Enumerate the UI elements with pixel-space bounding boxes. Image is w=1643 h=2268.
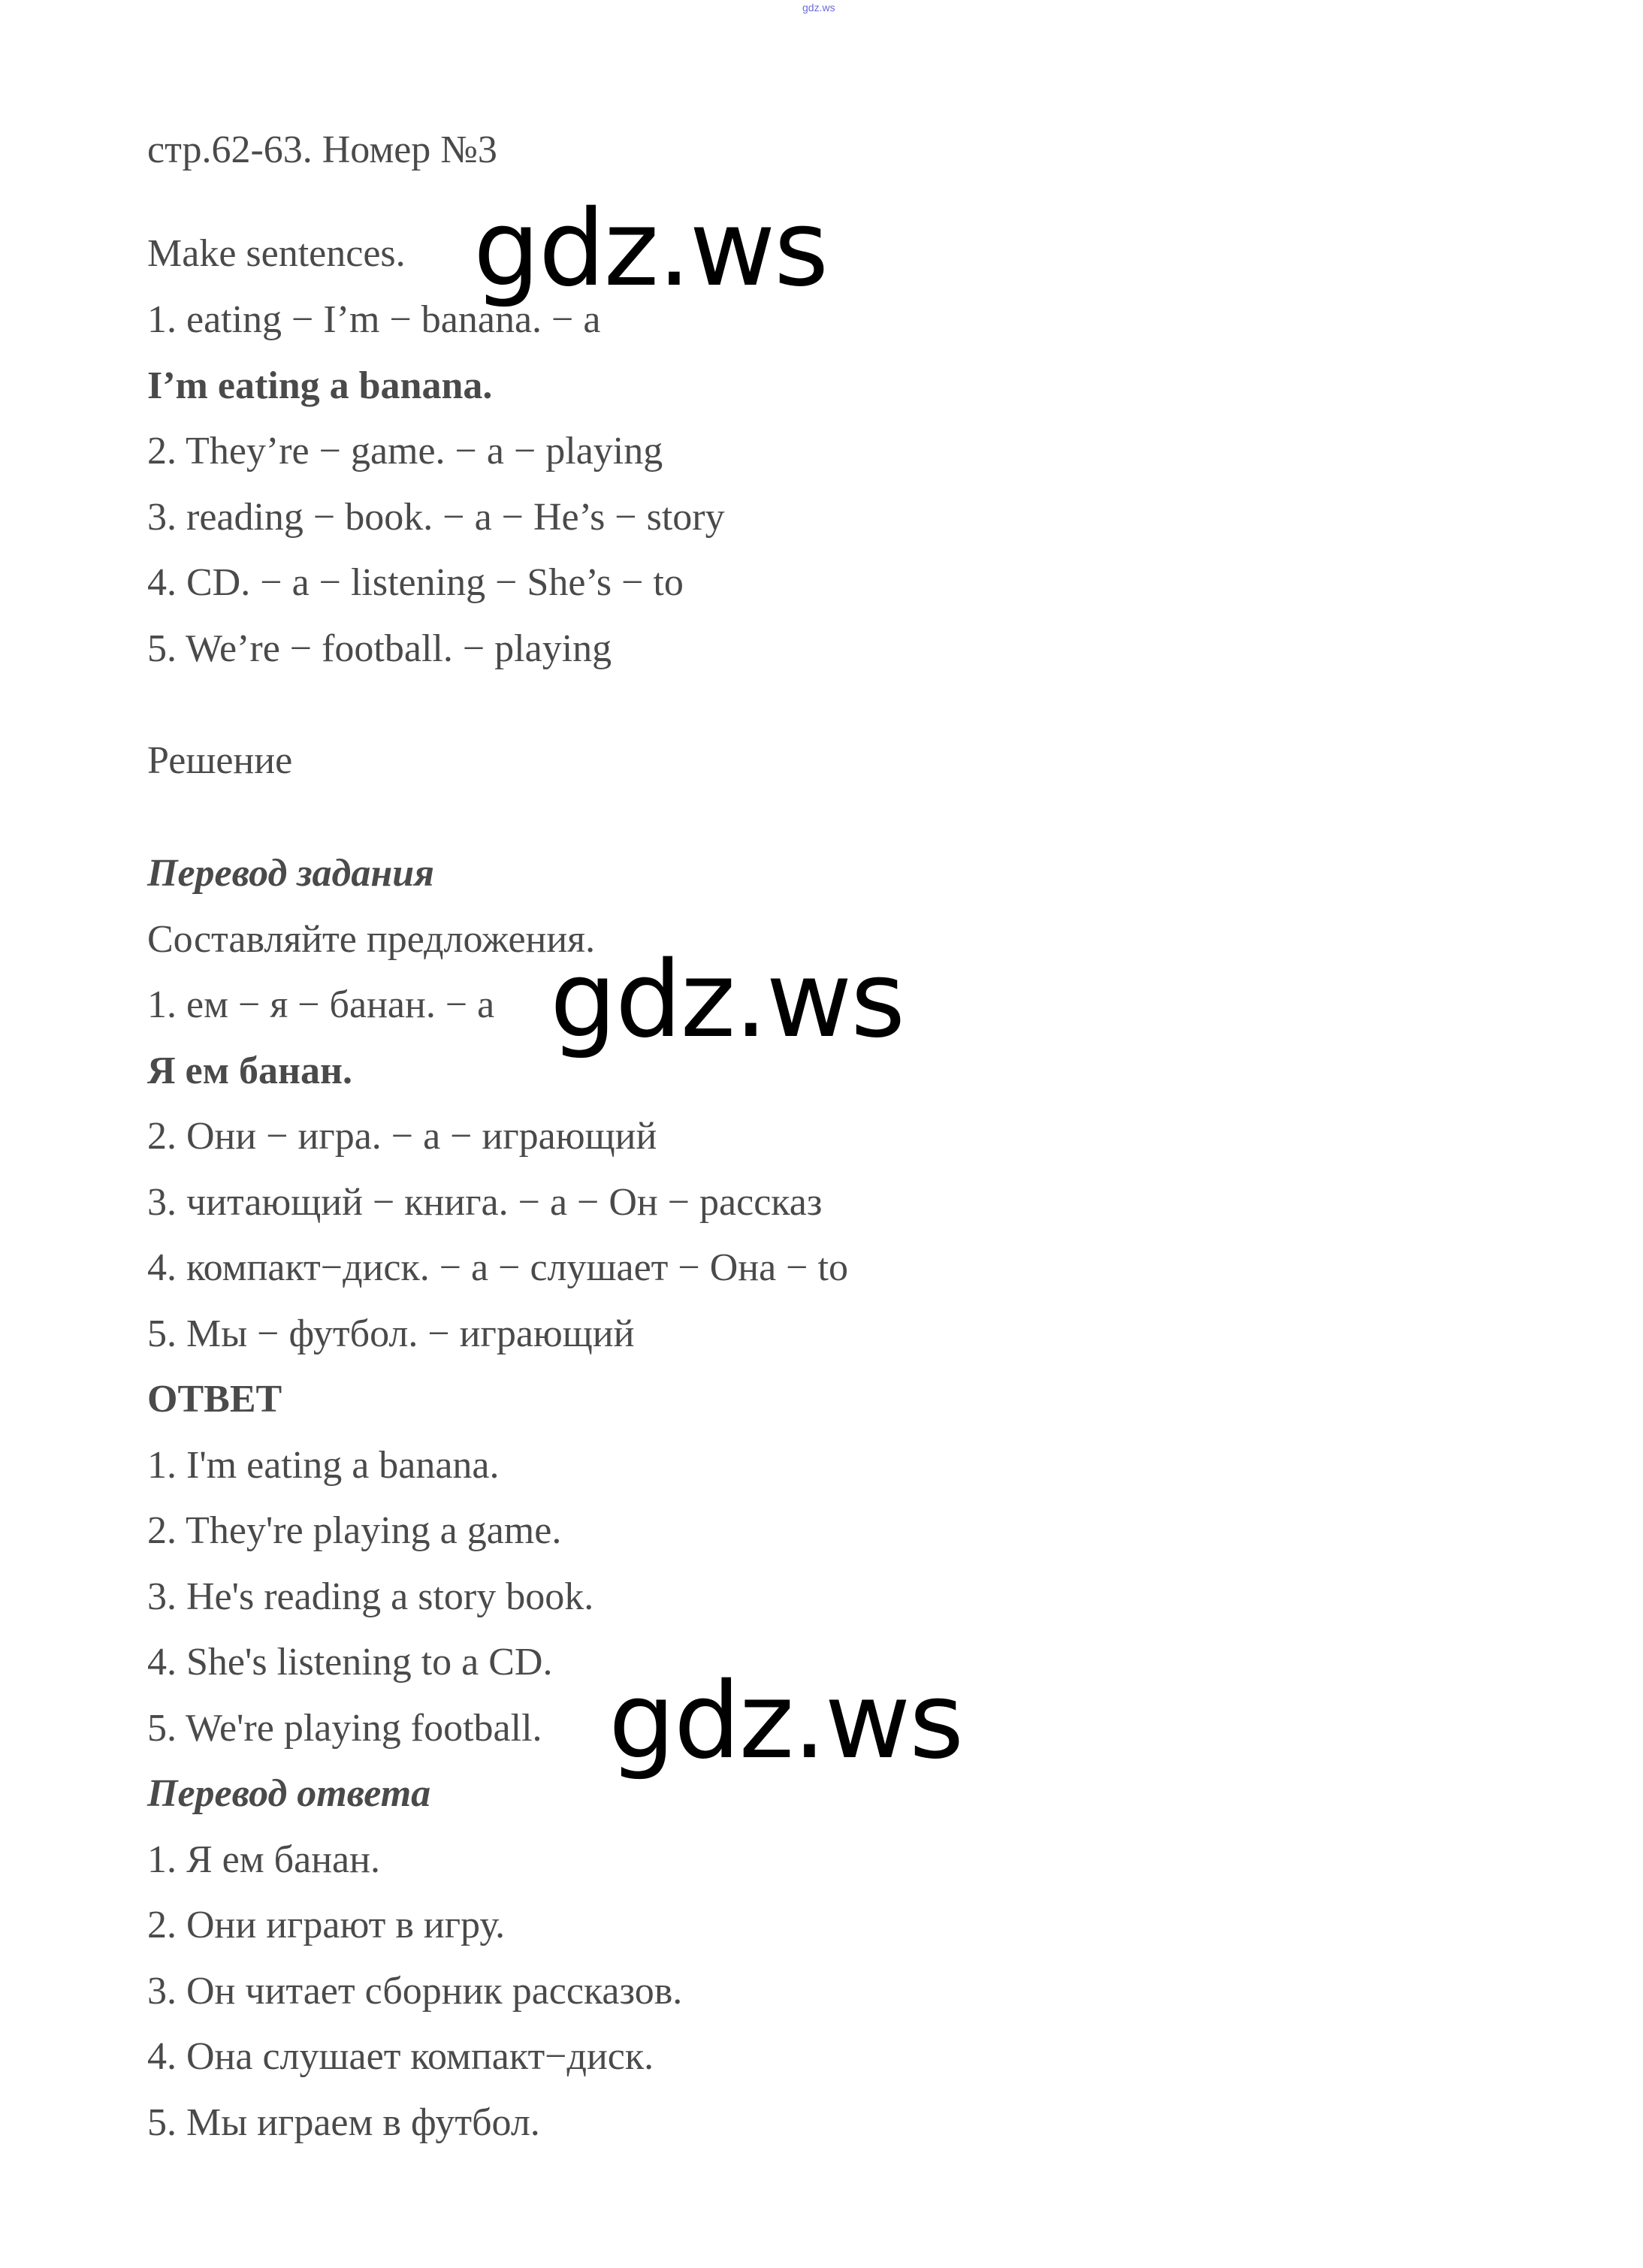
task-item: 1. eating − I’m − banana. − a — [147, 298, 601, 341]
task-translation-example: Я ем банан. — [147, 1049, 352, 1092]
answer-translation-item: 4. Она слушает компакт−диск. — [147, 2035, 654, 2078]
watermark-logo: gdz.ws — [609, 1660, 963, 1783]
task-item: 2. They’re − game. − a − playing — [147, 430, 663, 473]
task-translation-item: 4. компакт−диск. − а − слушает − Она − to — [147, 1246, 848, 1289]
answer-translation-item: 5. Мы играем в футбол. — [147, 2101, 540, 2144]
answer-item: 2. They're playing a game. — [147, 1509, 562, 1552]
answer-title: ОТВЕТ — [147, 1378, 282, 1421]
solution-label: Решение — [147, 739, 293, 782]
watermark-logo: gdz.ws — [550, 939, 905, 1062]
task-item: 5. We’re − football. − playing — [147, 627, 612, 670]
task-item: 4. CD. − a − listening − She’s − to — [147, 561, 684, 604]
answer-item: 5. We're playing football. — [147, 1707, 542, 1750]
answer-translation-title: Перевод ответа — [147, 1772, 431, 1815]
top-watermark-mark: gdz.ws — [802, 2, 835, 14]
answer-item: 3. He's reading a story book. — [147, 1575, 594, 1618]
watermark-logo: gdz.ws — [473, 188, 828, 310]
task-translation-item: 1. ем − я − банан. − а — [147, 983, 495, 1026]
task-item: 3. reading − book. − a − He’s − story — [147, 496, 725, 539]
answer-item: 4. She's listening to a CD. — [147, 1641, 553, 1684]
task-translation-item: 3. читающий − книга. − а − Он − рассказ — [147, 1181, 823, 1224]
answer-item: 1. I'm eating a banana. — [147, 1444, 500, 1487]
task-translation-instruction: Составляйте предложения. — [147, 918, 596, 961]
answer-translation-item: 1. Я ем банан. — [147, 1838, 380, 1881]
task-instruction: Make sentences. — [147, 232, 406, 275]
answer-translation-item: 3. Он читает сборник рассказов. — [147, 1970, 683, 2013]
answer-translation-item: 2. Они играют в игру. — [147, 1904, 506, 1946]
page-header: стр.62-63. Номер №3 — [147, 128, 497, 171]
task-translation-item: 5. Мы − футбол. − играющий — [147, 1312, 635, 1355]
task-translation-item: 2. Они − игра. − а − играющий — [147, 1115, 657, 1158]
task-example-answer: I’m eating a banana. — [147, 364, 493, 407]
task-translation-title: Перевод задания — [147, 852, 434, 895]
